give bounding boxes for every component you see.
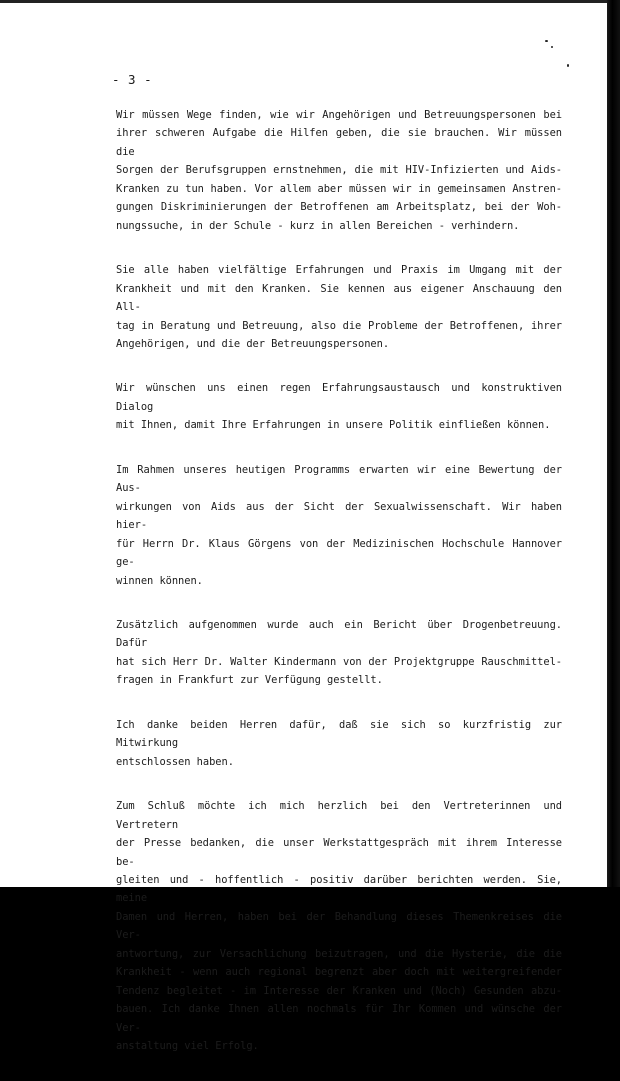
text-line: ihrer schweren Aufgabe die Hilfen geben, die sie brauchen. Wir müssen die xyxy=(116,127,562,158)
text-line: der Presse bedanken, die unser Werkstattgespräch mit ihrem Interesse be- xyxy=(116,837,562,868)
text-line: Sorgen der Berufsgruppen ernstnehmen, die mit HIV-Infizierten und Aids- xyxy=(116,164,562,177)
text-line: mit Ihnen, damit Ihre Erfahrungen in unsere Politik einfließen können. xyxy=(116,419,551,432)
text-line: für Herrn Dr. Klaus Görgens von der Medizinischen Hochschule Hannover ge- xyxy=(116,537,562,569)
letter-body xyxy=(116,106,562,1081)
text-line: fragen in Frankfurt zur Verfügung gestellt. xyxy=(116,674,383,687)
text-line: bauen. Ich danke Ihnen allen nochmals für Ihr Kommen und wünsche der Ver- xyxy=(116,1003,562,1034)
text-line: anstaltung viel Erfolg. xyxy=(116,1040,259,1053)
text-line: Im Rahmen unseres heutigen Programms erwarten wir eine Bewertung der Aus- xyxy=(116,463,562,495)
text-line: Wir müssen Wege finden, wie wir Angehörigen und Betreuungspersonen bei xyxy=(116,109,562,121)
scan-speck xyxy=(545,40,548,42)
text-line: winnen können. xyxy=(116,574,203,587)
text-line: Zum Schluß möchte ich mich herzlich bei den Vertreterinnen und Vertretern xyxy=(116,800,562,831)
scan-speck xyxy=(567,64,569,67)
text-line: wirkungen von Aids aus der Sicht der Sexualwissenschaft. Wir haben hier- xyxy=(116,500,562,532)
text-line: Wir wünschen uns einen regen Erfahrungsaustausch und konstruktiven Dialog xyxy=(116,382,562,413)
text-line: Angehörigen, und die der Betreuungspersonen. xyxy=(116,337,390,350)
text-line: entschlossen haben. xyxy=(116,755,234,768)
text-line: Krankheit - wenn auch regional begrenzt aber doch mit weitergreifender xyxy=(116,966,562,979)
paragraph xyxy=(116,716,562,771)
paragraph xyxy=(116,261,562,353)
text-line: Tendenz begleitet - im Interesse der Kranken und (Noch) Gesunden abzu- xyxy=(116,984,562,997)
text-line: Damen und Herren, haben bei der Behandlung dieses Themenkreises die Ver- xyxy=(116,910,562,942)
text-line: Krankheit und mit den Kranken. Sie kennen aus eigener Anschauung den All- xyxy=(116,282,562,314)
text-line: nungssuche, in der Schule - kurz in allen Bereichen - verhindern. xyxy=(116,219,520,232)
scan-speck xyxy=(551,46,553,48)
scan-top-edge xyxy=(0,0,607,3)
text-line: Ich danke beiden Herren dafür, daß sie sich so kurzfristig zur Mitwirkung xyxy=(116,718,562,750)
text-line: tag in Beratung und Betreuung, also die Probleme der Betroffenen, ihrer xyxy=(116,319,562,332)
paragraph xyxy=(116,616,562,690)
text-line: hat sich Herr Dr. Walter Kindermann von der Projektgruppe Rauschmittel- xyxy=(116,655,562,668)
page-number: - 3 - xyxy=(112,72,153,87)
text-line: antwortung, zur Versachlichung beizutragen, und die Hysterie, die die xyxy=(116,947,562,960)
text-line: Zusätzlich aufgenommen wurde auch ein Bericht über Drogenbetreuung. Dafür xyxy=(116,618,562,650)
paragraph xyxy=(116,379,562,434)
scan-dark-edge xyxy=(607,0,620,887)
text-line: Kranken zu tun haben. Vor allem aber müssen wir in gemeinsamen Anstren- xyxy=(116,182,562,195)
paragraph xyxy=(116,797,562,1055)
paragraph xyxy=(116,106,562,235)
text-line: gungen Diskriminierungen der Betroffenen am Arbeitsplatz, bei der Woh- xyxy=(116,201,562,214)
text-line: Sie alle haben vielfältige Erfahrungen und Praxis im Umgang mit der xyxy=(116,264,562,277)
paragraph xyxy=(116,461,562,590)
text-line: gleiten und - hoffentlich - positiv darüber berichten werden. Sie, meine xyxy=(116,873,562,905)
